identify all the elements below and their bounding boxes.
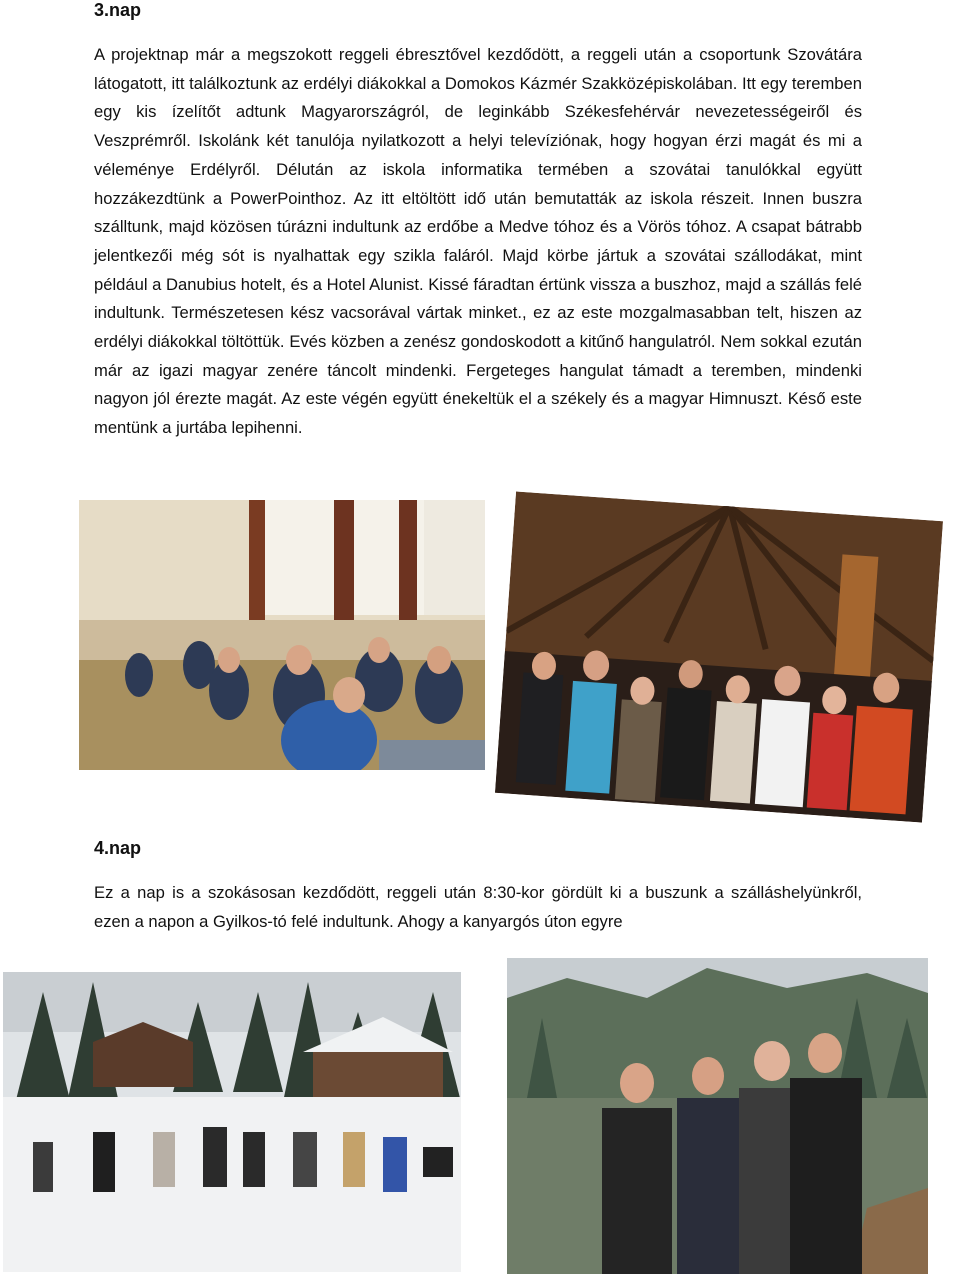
day3-paragraph: A projektnap már a megszokott reggeli ébresztővel kezdődött, a reggeli után a csoportunk Szovátára látogatott, itt találkoztunk az erdélyi diákokkal a Domokos Kázmér Szakközépiskolában. Itt egy teremben egy kis ízelítőt adtunk Magyarországról, de leginkább Székesfehérvár nevezetességeiről és Veszprémről. Iskolánk két tanulója nyilatkozott a helyi televíziónak, hogy hogyan érzi magát és mi a véleménye Erdélyről. Délután az iskola informatika termében a szovátai tanulókkal együtt hozzákezdtünk a PowerPointhoz. Az itt eltöltött idő után bemutatták az iskola részeit. Innen buszra szálltunk, majd közösen túrázni indultunk az erdőbe a Medve tóhoz és a Vörös tóhoz. A csapat bátrabb jelentkezői még sót is nyalhattak egy szikla faláról. Majd körbe jártuk a szovátai szállodákat, mint például a Danubius hotelt, és a Hotel Alunist. Kissé fáradtan értünk vissza a buszhoz, majd a szállás felé indultunk. Természetesen kész vacsorával vártak minket., ez az este mozgalmasabban telt, hiszen az erdélyi diákokkal töltöttük. Evés közben a zenész gondoskodott a kitűnő hangulatról. Nem sokkal ezután már az igazi magyar zenére táncolt mindenki. Fergeteges hangulat támadt a teremben, mindenki nagyon jól érezte magát. Az este végén együtt énekeltük el a székely és a magyar Himnuszt. Késő este mentünk a jurtába lepihenni. [94, 45, 862, 438]
day4-paragraph: Ez a nap is a szokásosan kezdődött, reggeli után 8:30-kor gördült ki a buszunk a szálláshelyünkről, ezen a napon a Gyilkos-tó felé indultunk. Ahogy a kanyargós úton egyre [94, 883, 862, 931]
snow-field-photo [3, 972, 461, 1272]
day4-heading: 4.nap [94, 838, 142, 858]
lake-photo [507, 958, 928, 1274]
day3-heading: 3.nap [94, 0, 142, 20]
group-photo-yurt [495, 491, 943, 822]
classroom-photo [79, 500, 485, 770]
